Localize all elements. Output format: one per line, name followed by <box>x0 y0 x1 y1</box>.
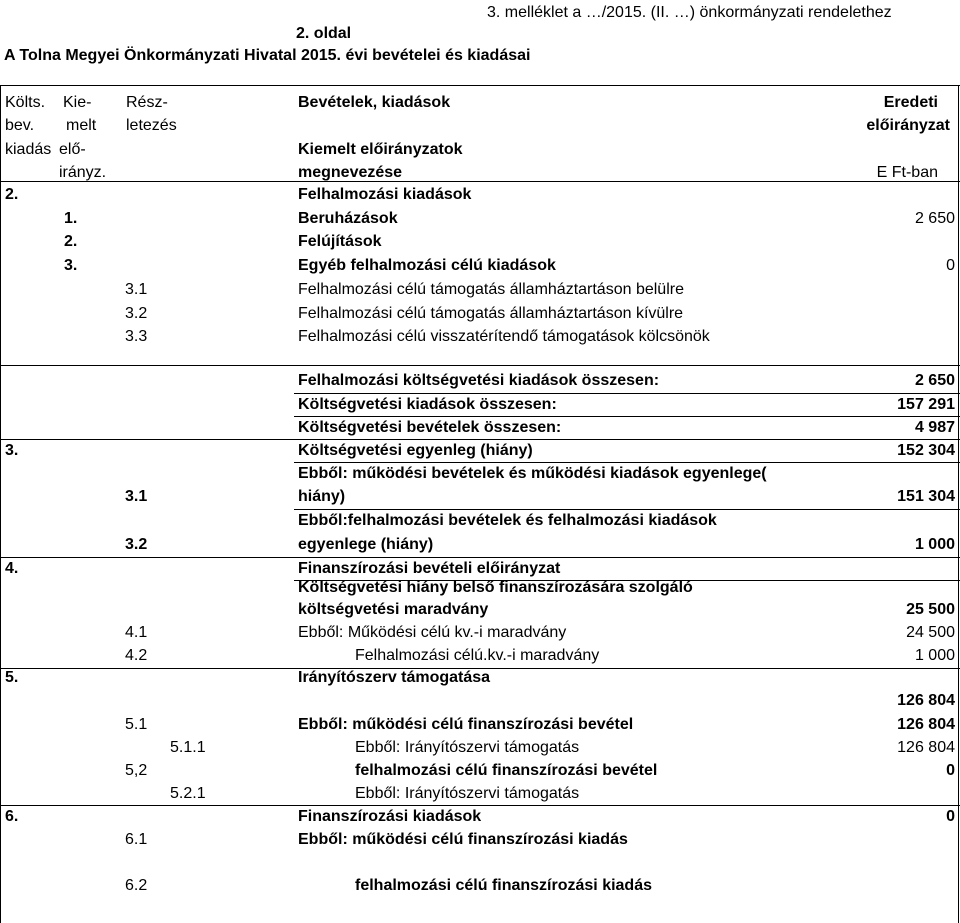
row-line <box>0 557 960 558</box>
table-right-border <box>958 85 959 923</box>
table-top-border <box>0 85 960 86</box>
header-separator <box>0 181 960 182</box>
row-line <box>0 439 960 440</box>
row-line <box>294 462 960 463</box>
row-line <box>294 393 960 394</box>
annex-reference: 3. melléklet a …/2015. (II. …) önkormányzati rendelethez <box>487 4 892 21</box>
row-line <box>0 805 960 806</box>
page: 3. melléklet a …/2015. (II. …) önkormányzati rendelethez 2. oldal A Tolna Megyei Önkormányzati Hivatal 2015. évi bevételei és kiadásai Költs. bev. kiadás Kie- melt elő- irányz. Rész- letezés Bevételek, kiadások Kiemelt előirányzatok megnevezése Eredeti előirányzat E Ft-ban 2. Felhalmozási kiadások 1. Beruházások 2 650 2. Felújítások 3. Egyéb felhalmozási célú kiadások 0 3.1 Felhalmozási célú támogatás államháztartáson belülre 3.2 Felhalmozási célú támogatás államháztartáson kívülre 3.3 Felhalmozási célú visszatérítendő támogatások kölcsönök Felhalmozási költségvetési kiadások összesen: 2 650 Költségvetési kiadások összesen: 157 291 Költségvetési bevételek összesen: 4 987 3. Költségvetési egyenleg (hiány) 152 304 Ebből: működési bevételek és működési kiadások egyenlege( 3.1 hiány) 151 304 Ebből:felhalmozási bevételek és felhalmozási kiadások 3.2 egyenlege (hiány) 1 000 4. Finanszírozási bevételi előirányzat Költségvetési hiány belső finanszírozására szolgáló költségvetési maradvány 25 500 4.1 Ebből: Működési célú kv.-i maradvány 24 500 4.2 Felhalmozási célú.kv.-i maradvány 1 000 5. Irányítószerv támogatása 126 804 5.1 Ebből: működési célú finanszírozási bevétel 126 804 5.1.1 Ebből: Irányítószervi támogatás 126 804 5,2 felhalmozási célú finanszírozási bevétel 0 5.2.1 Ebből: Irányítószervi támogatás 6. Finanszírozási kiadások 0 6.1 Ebből: működési célú finanszírozási kiadás 6.2 felhalmozási célú finanszírozási kiadás <box>0 0 960 923</box>
section-separator <box>0 365 960 366</box>
row-line <box>294 509 960 510</box>
document-title: A Tolna Megyei Önkormányzati Hivatal 2015. évi bevételei és kiadásai <box>4 47 531 64</box>
table-left-border <box>0 85 1 923</box>
row-line <box>294 416 960 417</box>
page-number: 2. oldal <box>296 25 352 42</box>
